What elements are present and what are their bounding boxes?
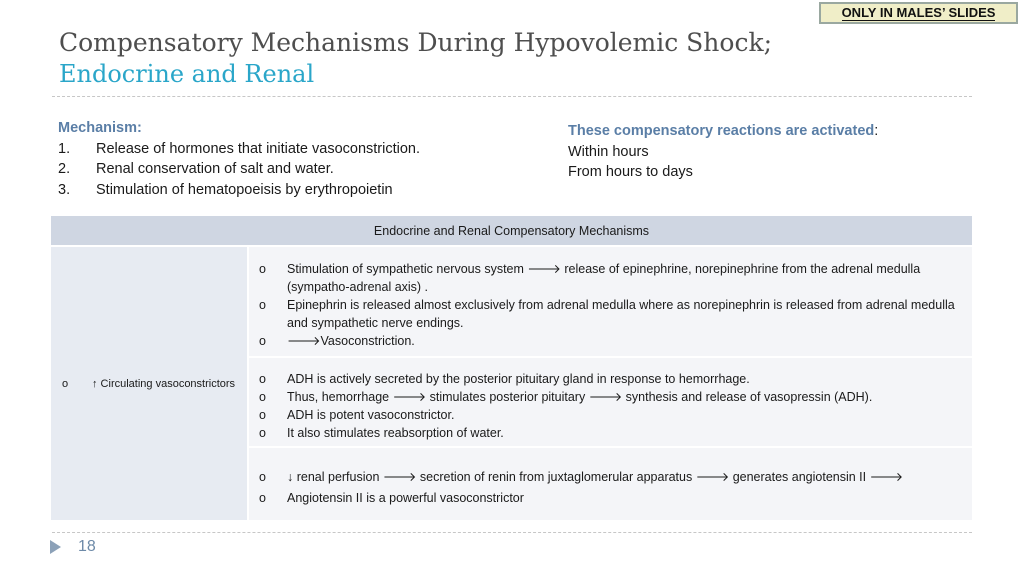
mechanism-item: 2. Renal conservation of salt and water. [58, 161, 334, 177]
mechanisms-table [51, 216, 972, 520]
list-item: o It also stimulates reabsorption of water. [259, 426, 504, 440]
list-item: o Stimulation of sympathetic nervous system 🡒 release of epinephrine, norepinephrine from the adrenal medulla (sympatho-adrenal axis) . [259, 262, 921, 294]
list-item: o ADH is actively secreted by the posterior pituitary gland in response to hemorrhage. [259, 372, 750, 386]
list-item: o ↓ renal perfusion 🡒 secretion of renin from juxtaglomerular apparatus 🡒 generates angiotensin II 🡒 [259, 470, 904, 484]
table-cell-renin [248, 447, 972, 520]
mechanism-item: 3. Stimulation of hematopoeisis by erythropoietin [58, 181, 393, 198]
table-header: Endocrine and Renal Compensatory Mechanisms [51, 216, 972, 246]
mechanism-item: 1. Release of hormones that initiate vasoconstriction. [58, 140, 421, 157]
title-divider [52, 96, 972, 97]
mechanism-list [58, 139, 420, 201]
table-cell-adh [248, 357, 972, 447]
mechanism-heading: Mechanism: [58, 120, 142, 136]
reactions-heading: These compensatory reactions are activated [568, 123, 875, 139]
mechanism-section [58, 118, 420, 200]
reactions-line: Within hours [568, 143, 649, 160]
table-cell-sympathetic [248, 246, 972, 357]
page-number: 18 [78, 538, 96, 555]
badge-label: ONLY IN MALES’ SLIDES [841, 5, 996, 20]
footer-divider [52, 532, 972, 533]
slide-title: Compensatory Mechanisms During Hypovolemic Shock; [59, 28, 773, 57]
reactions-section: These compensatory reactions are activated: Within hours From hours to days [568, 121, 878, 183]
list-item: o 🡒Vasoconstriction. [259, 334, 415, 348]
list-item: o ADH is potent vasoconstrictor. [259, 408, 455, 422]
list-item: o Epinephrin is released almost exclusively from adrenal medulla where as norepinephrin is released from adrenal medulla and sympathetic nerve endings. [259, 298, 955, 330]
slide-subtitle: Endocrine and Renal [59, 60, 315, 88]
play-arrow-icon [50, 540, 61, 554]
circulating-vasoconstrictors-label: ↑ Circulating vasoconstrictors [92, 377, 236, 390]
table-left-cell: o ↑ Circulating vasoconstrictors [51, 246, 248, 520]
only-in-males-badge [819, 2, 1018, 24]
list-item: o Angiotensin II is a powerful vasoconstrictor [259, 491, 524, 505]
list-item: o Thus, hemorrhage 🡒 stimulates posterior pituitary 🡒 synthesis and release of vasopressin (ADH). [259, 390, 873, 404]
reactions-line: From hours to days [568, 164, 693, 180]
